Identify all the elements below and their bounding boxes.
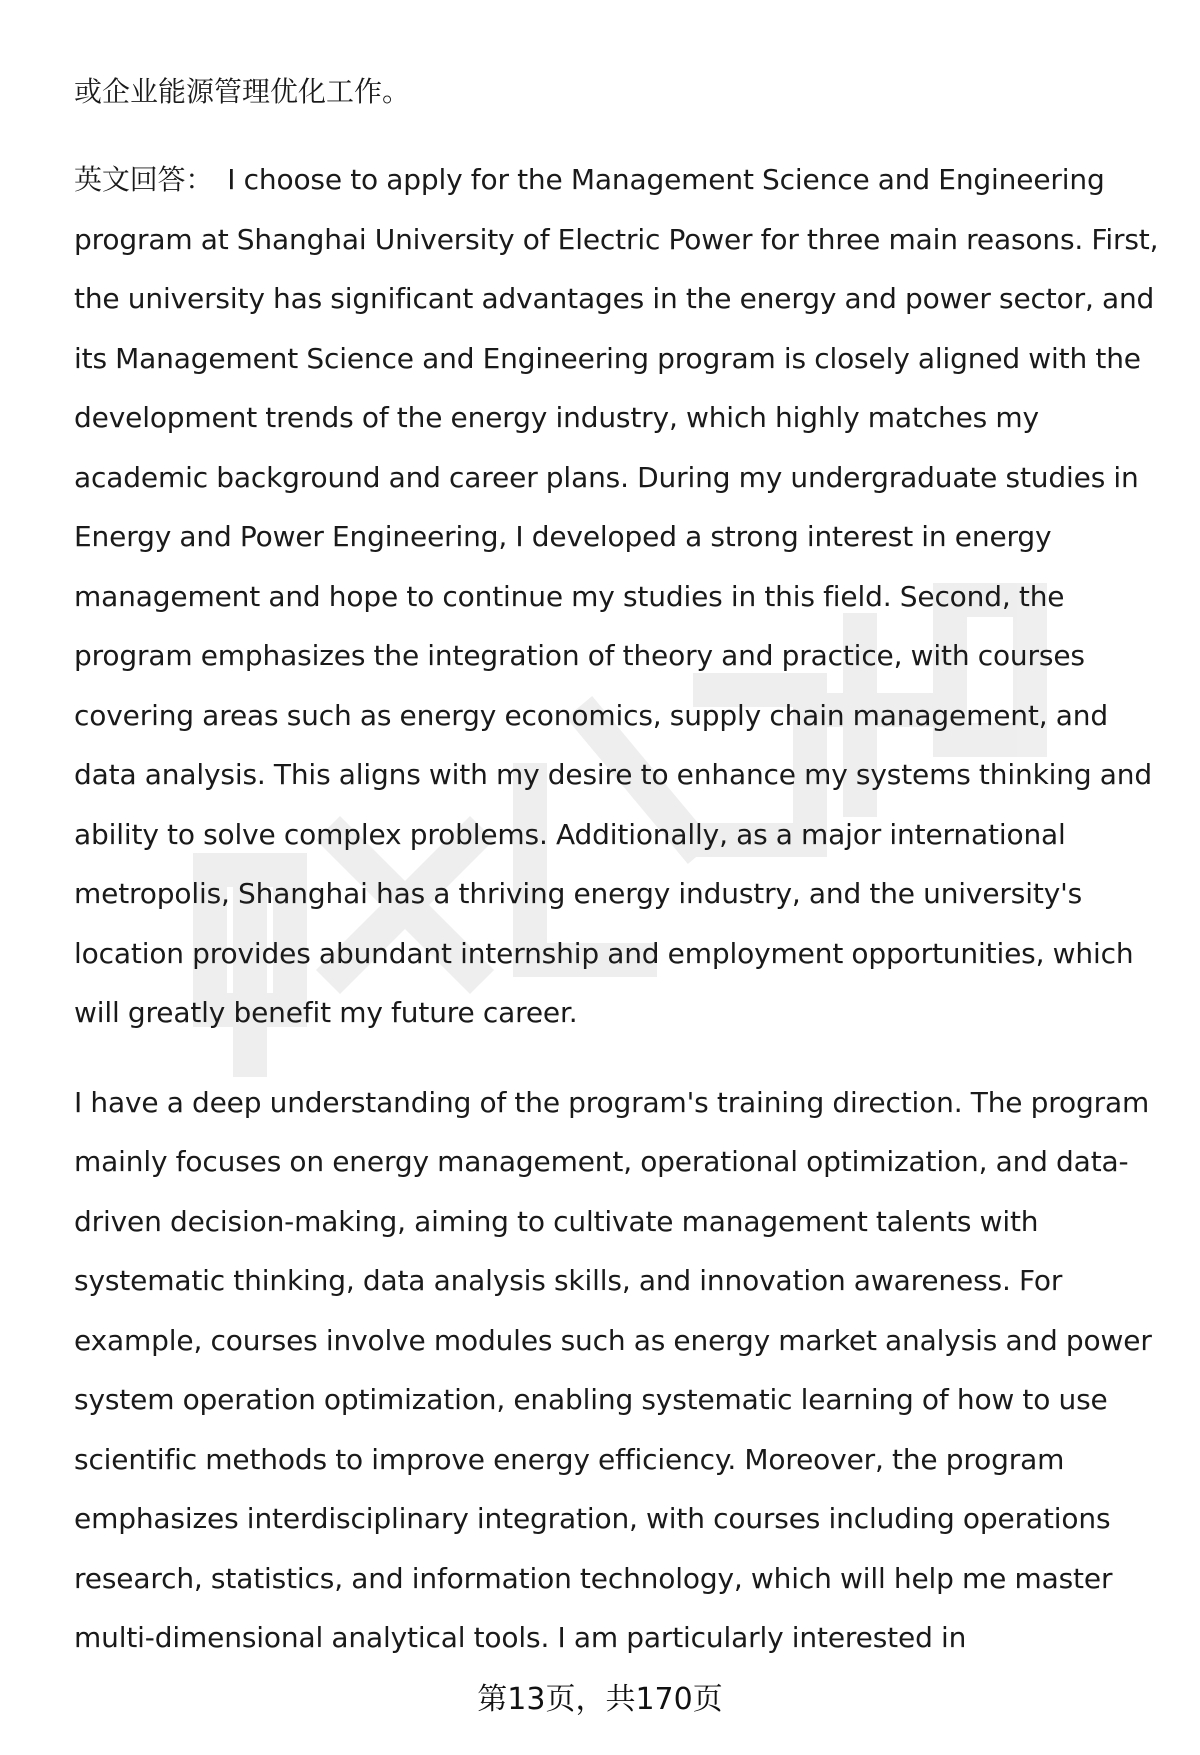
continuation-line: 或企业能源管理优化工作。	[74, 75, 411, 108]
page-number-footer: 第13页，共170页	[477, 1682, 723, 1717]
english-answer-text: I choose to apply for the Management Science and Engineering program at Shanghai University of Electric Power for three main reasons. First, the university has significant advantages in the energy and power sector, and its Management Science and Engineering program is closely aligned with the development trends of the energy industry, which highly matches my academic background and career plans. During my undergraduate studies in Energy and Power Engineering, I developed a strong interest in energy management and hope to continue my studies in this field. Second, the program emphasizes the integration of theory and practice, with courses covering areas such as energy economics, supply chain management, and data analysis. This aligns with my desire to enhance my systems thinking and ability to solve complex problems. Additionally, as a major international metropolis, Shanghai has a thriving energy industry, and the university's location provides abundant internship and employment opportunities, which will greatly benefit my future career.	[74, 163, 1159, 1029]
english-answer-paragraph	[74, 150, 1164, 1043]
english-answer-label: 英文回答：	[74, 163, 214, 196]
program-understanding-paragraph: I have a deep understanding of the program's training direction. The program mainly focuses on energy management, operational optimization, and data-driven decision-making, aiming to cultivate management talents with systematic thinking, data analysis skills, and innovation awareness. For example, courses involve modules such as energy market analysis and power system operation optimization, enabling systematic learning of how to use scientific methods to improve energy efficiency. Moreover, the program emphasizes interdisciplinary integration, with courses including operations research, statistics, and information technology, which will help me master multi-dimensional analytical tools. I am particularly interested in	[74, 1085, 1152, 1654]
document-body	[74, 62, 1164, 1668]
